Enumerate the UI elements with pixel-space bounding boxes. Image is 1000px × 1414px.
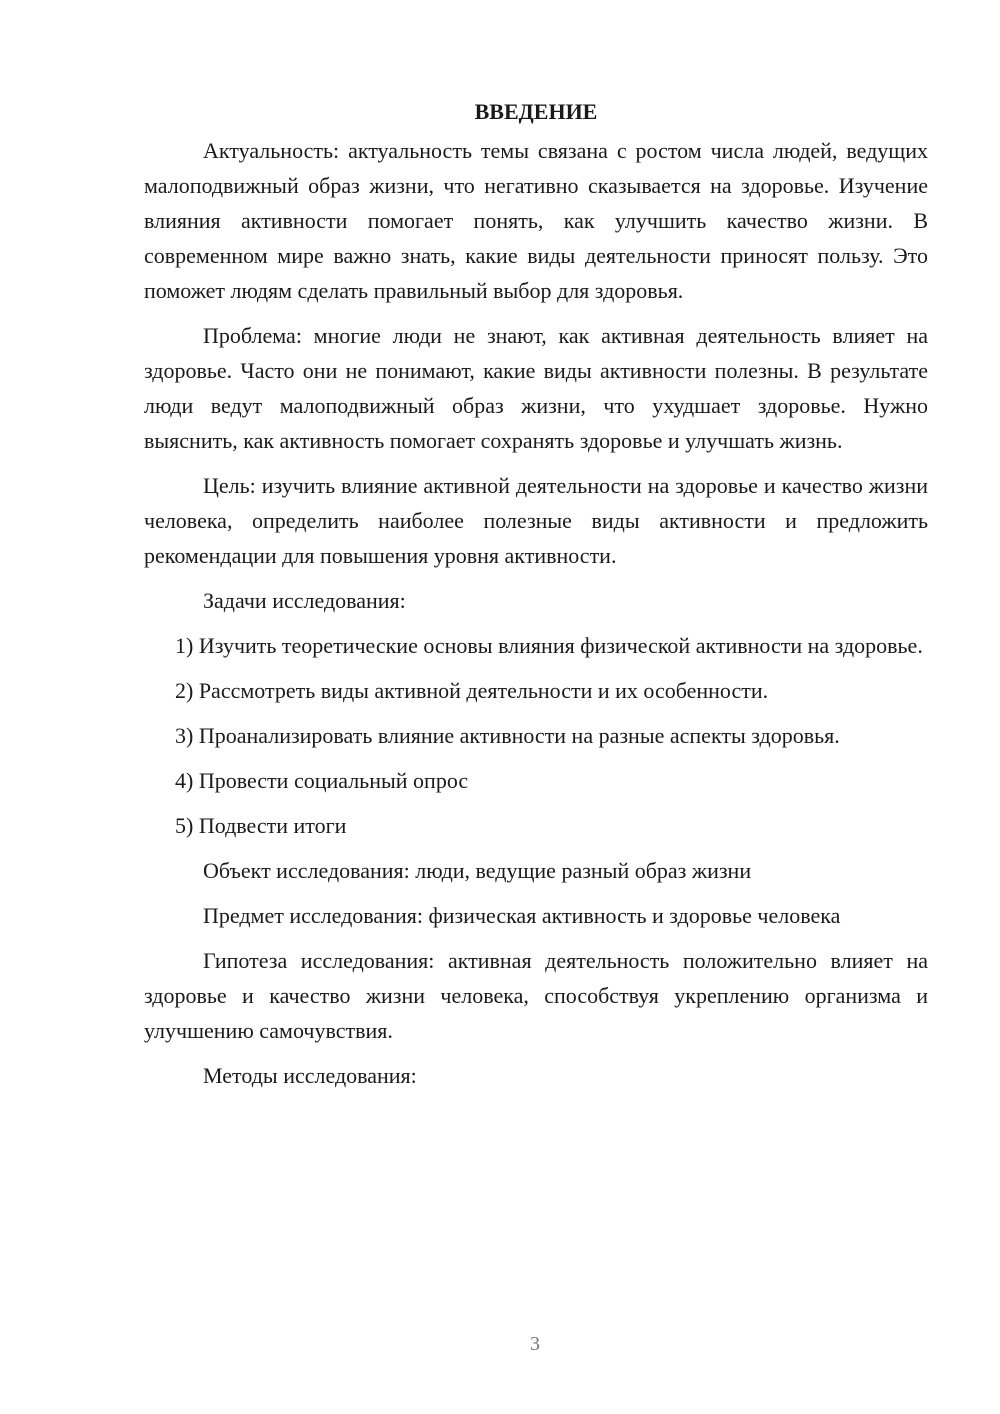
paragraph-subject: Предмет исследования: физическая активность и здоровье человека (203, 903, 841, 928)
paragraph-problem: Проблема: многие люди не знают, как активная деятельность влияет на здоровье. Часто они не понимают, какие виды активности полезны. В результате люди ведут малоподвижный образ жизни, что ухудшает здоровье. Нужно выяснить, как активность помогает сохранять здоровье и улучшать жизнь. (144, 323, 928, 453)
task-item-1: 1) Изучить теоретические основы влияния физической активности на здоровье. (175, 633, 923, 658)
task-item-3: 3) Проанализировать влияние активности на разные аспекты здоровья. (175, 723, 840, 748)
task-item-5: 5) Подвести итоги (175, 813, 347, 838)
document-heading: ВВЕДЕНИЕ (474, 99, 598, 124)
paragraph-tasks-heading: Задачи исследования: (203, 588, 406, 613)
paragraph-object: Объект исследования: люди, ведущие разный образ жизни (203, 858, 752, 883)
page-number: 3 (530, 1333, 540, 1355)
task-item-4: 4) Провести социальный опрос (175, 768, 469, 793)
paragraph-methods: Методы исследования: (203, 1063, 417, 1088)
paragraph-goal: Цель: изучить влияние активной деятельности на здоровье и качество жизни человека, определить наиболее полезные виды активности и предложить рекомендации для повышения уровня активности. (144, 473, 928, 568)
paragraph-relevance: Актуальность: актуальность темы связана с ростом числа людей, ведущих малоподвижный образ жизни, что негативно сказывается на здоровье. Изучение влияния активности помогает понять, как улучшить качество жизни. В современном мире важно знать, какие виды деятельности приносят пользу. Это поможет людям сделать правильный выбор для здоровья. (144, 138, 928, 303)
paragraph-hypothesis: Гипотеза исследования: активная деятельность положительно влияет на здоровье и качество жизни человека, способствуя укреплению организма и улучшению самочувствия. (144, 948, 928, 1043)
task-item-2: 2) Рассмотреть виды активной деятельности и их особенности. (175, 678, 769, 703)
document-page (144, 94, 928, 1103)
